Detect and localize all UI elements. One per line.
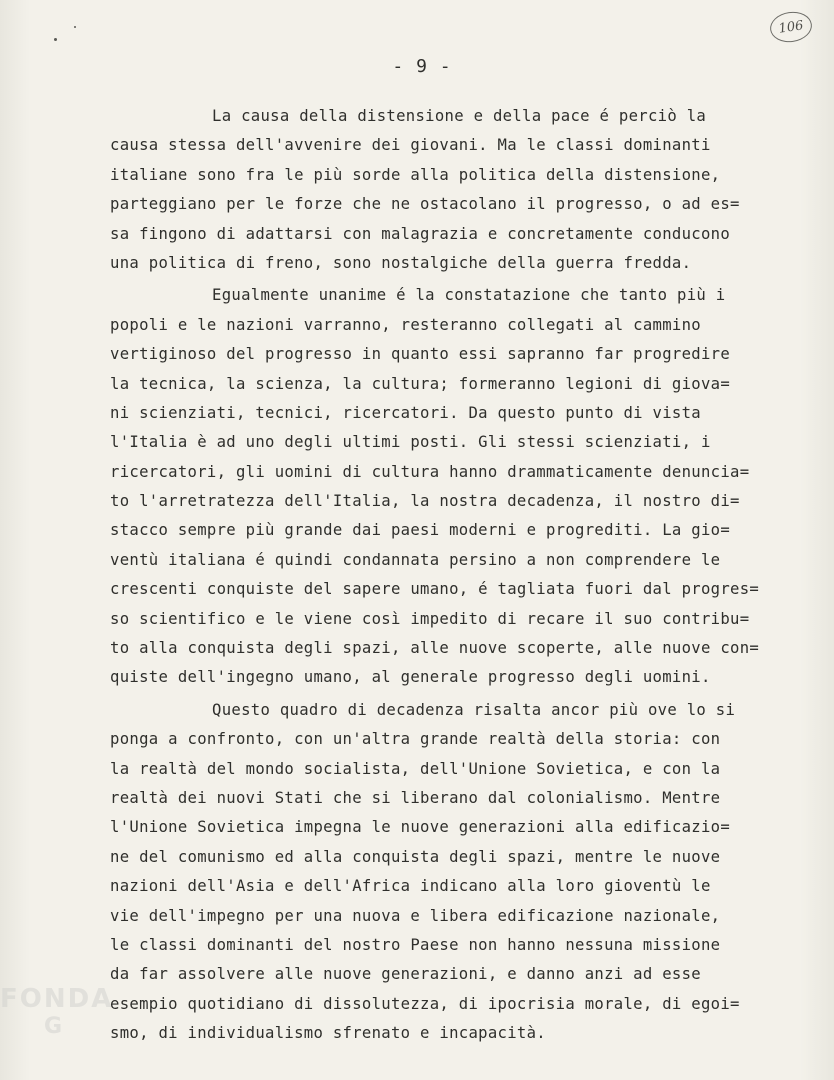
text-line: quiste dell'ingegno umano, al generale progresso degli uomini.: [110, 668, 711, 687]
text-line: stacco sempre più grande dai paesi moderni e progrediti. La gio=: [110, 521, 731, 540]
text-line: una politica di freno, sono nostalgiche della guerra fredda.: [110, 253, 692, 272]
text-line: vie dell'impegno per una nuova e libera edificazione nazionale,: [110, 906, 721, 925]
text-line: Egualmente unanime é la constatazione che tanto più i: [212, 286, 726, 305]
text-line: so scientifico e le viene così impedito di recare il suo contribu=: [110, 609, 750, 628]
text-line: smo, di individualismo sfrenato e incapacità.: [110, 1024, 546, 1043]
archive-watermark: [0, 985, 113, 1041]
text-line: la tecnica, la scienza, la cultura; formeranno legioni di giova=: [110, 374, 731, 393]
text-line: da far assolvere alle nuove generazioni, e danno anzi ad esse: [110, 965, 701, 984]
text-line: le classi dominanti del nostro Paese non hanno nessuna missione: [110, 935, 721, 954]
text-line: l'Unione Sovietica impegna le nuove generazioni alla edificazio=: [110, 818, 731, 837]
text-line: esempio quotidiano di dissolutezza, di ipocrisia morale, di egoi=: [110, 994, 740, 1013]
watermark-text: FONDA: [0, 984, 114, 1014]
body-text: [110, 102, 810, 1049]
text-line: sa fingono di adattarsi con malagrazia e concretamente conducono: [110, 224, 731, 243]
text-line: crescenti conquiste del sapere umano, é tagliata fuori dal progres=: [110, 580, 760, 599]
text-line: to alla conquista degli spazi, alle nuove scoperte, alle nuove con=: [110, 639, 760, 658]
text-line: ne del comunismo ed alla conquista degli spazi, mentre le nuove: [110, 847, 721, 866]
text-line: ni scienziati, tecnici, ricercatori. Da questo punto di vista: [110, 403, 701, 422]
text-line: Questo quadro di decadenza risalta ancor più ove lo si: [212, 700, 736, 719]
text-line: ventù italiana é quindi condannata persino a non comprendere le: [110, 550, 721, 569]
text-line: nazioni dell'Asia e dell'Africa indicano alla loro gioventù le: [110, 877, 711, 896]
text-line: causa stessa dell'avvenire dei giovani. Ma le classi dominanti: [110, 136, 711, 155]
page-number: - 9 -: [392, 56, 452, 77]
text-line: to l'arretratezza dell'Italia, la nostra decadenza, il nostro di=: [110, 492, 740, 511]
text-line: l'Italia è ad uno degli ultimi posti. Gli stessi scienziati, i: [110, 433, 711, 452]
text-line: La causa della distensione e della pace é perciò la: [212, 107, 707, 125]
watermark-text: G: [44, 1014, 65, 1039]
text-line: realtà dei nuovi Stati che si liberano dal colonialismo. Mentre: [110, 788, 721, 807]
text-line: italiane sono fra le più sorde alla politica della distensione,: [110, 165, 721, 184]
text-line: ponga a confronto, con un'altra grande realtà della storia: con: [110, 730, 721, 749]
speck: [74, 26, 76, 28]
speck: [54, 38, 57, 41]
text-line: ricercatori, gli uomini di cultura hanno drammaticamente denuncia=: [110, 462, 750, 481]
text-line: parteggiano per le forze che ne ostacolano il progresso, o ad es=: [110, 195, 740, 214]
text-line: la realtà del mondo socialista, dell'Unione Sovietica, e con la: [110, 759, 721, 778]
text-line: vertiginoso del progresso in quanto essi sapranno far progredire: [110, 345, 731, 364]
text-line: popoli e le nazioni varranno, resteranno collegati al cammino: [110, 315, 701, 334]
archive-page-mark: 106: [768, 9, 814, 45]
